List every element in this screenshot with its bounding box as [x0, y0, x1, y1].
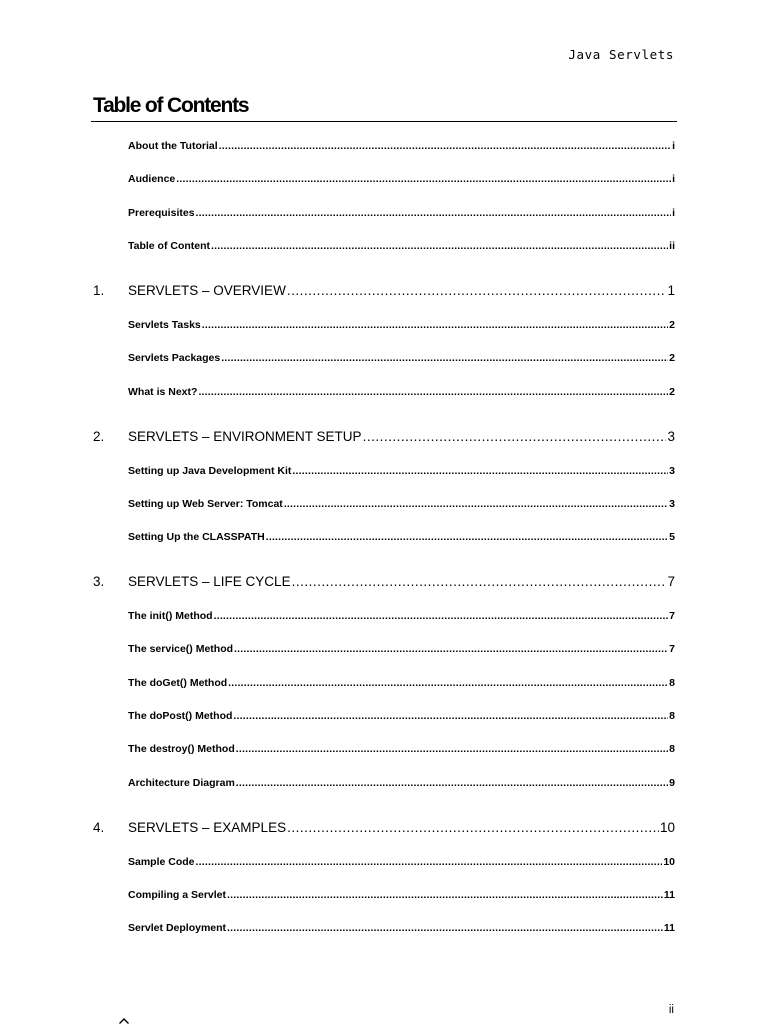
- toc-dot-leader: [176, 172, 671, 186]
- toc-dot-leader: [363, 428, 667, 446]
- toc-page-number: 3: [669, 464, 675, 477]
- toc-entry-label: The doPost() Method: [128, 710, 233, 722]
- toc-page-number: 2: [669, 352, 675, 365]
- toc-chapter-entry[interactable]: [93, 819, 675, 837]
- toc-dot-leader: [214, 609, 669, 623]
- toc-entry-label: Sample Code: [128, 855, 195, 868]
- toc-dot-leader: [227, 888, 663, 902]
- toc-page-number: 2: [669, 385, 675, 398]
- running-header: Java Servlets: [568, 47, 674, 62]
- page-title: Table of Contents: [93, 94, 249, 117]
- toc-dot-leader: [198, 385, 668, 399]
- toc-entry-label: About the Tutorial: [128, 140, 218, 152]
- toc-dot-leader: [196, 206, 672, 220]
- toc-entry-label: Audience: [128, 173, 176, 186]
- toc-page-number: 8: [669, 676, 675, 689]
- toc-page-number: 7: [667, 574, 675, 590]
- toc-page-number: 7: [669, 610, 675, 623]
- toc-page-number: 3: [667, 428, 675, 444]
- toc-entry[interactable]: [128, 206, 675, 220]
- toc-dot-leader: [227, 921, 663, 935]
- toc-entry[interactable]: [128, 385, 675, 399]
- toc-chapter-number: 2.: [93, 428, 105, 444]
- toc-chapter-entry[interactable]: [93, 428, 675, 446]
- toc-page-number: 5: [669, 531, 675, 544]
- toc-page-number: 3: [669, 497, 675, 510]
- toc-page-number: 7: [669, 643, 675, 656]
- toc-dot-leader: [287, 282, 667, 300]
- toc-dot-leader: [211, 239, 668, 253]
- toc-page-number: 10: [663, 855, 675, 868]
- toc-entry-label: Compiling a Servlet: [128, 888, 227, 901]
- toc-entry-label: SERVLETS – LIFE CYCLE: [128, 574, 291, 590]
- toc-chapter-entry[interactable]: [93, 282, 675, 300]
- toc-dot-leader: [221, 351, 668, 365]
- toc-dot-leader: [233, 709, 668, 723]
- toc-entry[interactable]: [128, 318, 675, 332]
- toc-entry[interactable]: [128, 855, 675, 869]
- toc-entry[interactable]: [128, 921, 675, 935]
- toc-entry[interactable]: [128, 351, 675, 365]
- toc-entry[interactable]: [128, 239, 675, 253]
- logo-icon: [117, 1016, 131, 1030]
- toc-entry-label: What is Next?: [128, 385, 198, 398]
- toc-entry[interactable]: [128, 709, 675, 723]
- toc-page-number: 11: [663, 922, 675, 935]
- toc-entry[interactable]: [128, 172, 675, 186]
- toc-chapter-entry[interactable]: [93, 573, 675, 591]
- toc-chapter-number: 4.: [93, 819, 105, 835]
- toc-entry-label: Setting Up the CLASSPATH: [128, 531, 265, 544]
- toc-dot-leader: [202, 318, 668, 332]
- toc-entry-label: Table of Content: [128, 239, 211, 252]
- toc-entry-label: The destroy() Method: [128, 743, 235, 756]
- toc-entry[interactable]: [128, 642, 675, 656]
- toc-entry[interactable]: [128, 497, 675, 511]
- toc-entry-label: Prerequisites: [128, 206, 195, 219]
- toc-entry-label: Servlets Tasks: [128, 318, 201, 331]
- toc-dot-leader: [219, 139, 671, 153]
- toc-page-number: 11: [663, 888, 675, 901]
- toc-entry[interactable]: [128, 609, 675, 623]
- toc-entry-label: Setting up Web Server: Tomcat: [128, 497, 283, 510]
- toc-chapter-number: 3.: [93, 574, 105, 590]
- page-number: ii: [668, 1004, 674, 1016]
- toc-page-number: i: [672, 140, 675, 152]
- toc-page-number: 8: [669, 710, 675, 722]
- toc-entry[interactable]: [128, 888, 675, 902]
- toc-entry-label: Setting up Java Development Kit: [128, 464, 292, 477]
- toc-dot-leader: [234, 642, 668, 656]
- toc-dot-leader: [196, 855, 663, 869]
- toc-entry-label: SERVLETS – OVERVIEW: [128, 282, 286, 298]
- toc-entry-label: Architecture Diagram: [128, 776, 235, 789]
- toc-page-number: 8: [669, 743, 675, 756]
- toc-entry-label: SERVLETS – EXAMPLES: [128, 819, 287, 835]
- toc-entry[interactable]: [128, 742, 675, 756]
- toc-page-number: i: [672, 173, 675, 186]
- toc-entry[interactable]: [128, 776, 675, 790]
- toc-page-number: 10: [659, 819, 675, 835]
- toc-entry-label: The service() Method: [128, 643, 234, 656]
- toc-dot-leader: [236, 776, 668, 790]
- toc-page-number: 1: [667, 282, 675, 298]
- toc-dot-leader: [284, 497, 668, 511]
- toc-entry-label: SERVLETS – ENVIRONMENT SETUP: [128, 428, 362, 444]
- toc-dot-leader: [228, 676, 668, 690]
- toc-dot-leader: [287, 819, 659, 837]
- toc-page-number: i: [672, 206, 675, 219]
- toc-page-number: 2: [669, 318, 675, 331]
- toc-entry[interactable]: [128, 139, 675, 153]
- toc-entry[interactable]: [128, 464, 675, 478]
- toc-dot-leader: [292, 464, 668, 478]
- toc-entry[interactable]: [128, 530, 675, 544]
- toc-dot-leader: [292, 573, 667, 591]
- toc-page-number: 9: [669, 776, 675, 789]
- toc-dot-leader: [266, 530, 668, 544]
- toc-entry-label: Servlets Packages: [128, 352, 221, 365]
- toc-entry[interactable]: [128, 676, 675, 690]
- toc-dot-leader: [236, 742, 668, 756]
- toc-entry-label: The init() Method: [128, 610, 213, 623]
- toc-page-number: ii: [669, 239, 675, 252]
- toc-entry-label: Servlet Deployment: [128, 922, 227, 935]
- toc-chapter-number: 1.: [93, 282, 105, 298]
- toc-entry-label: The doGet() Method: [128, 676, 228, 689]
